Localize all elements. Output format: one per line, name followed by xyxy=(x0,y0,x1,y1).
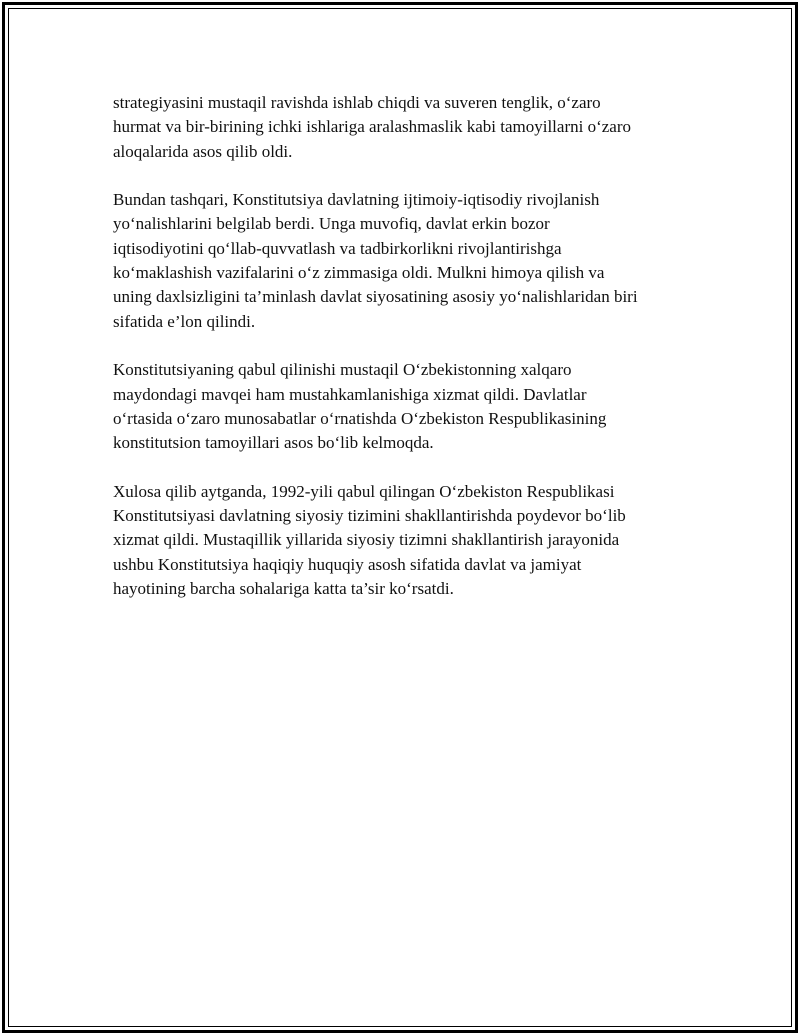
document-body xyxy=(113,91,713,626)
paragraph-economic-development: Bundan tashqari, Konstitutsiya davlatning ijtimoiy-iqtisodiy rivojlanish yo‘nalishlarini belgilab berdi. Unga muvofiq, davlat erkin bozor iqtisodiyotini qo‘llab-quvvatlash va tadbirkorlikni rivojlantirishga ko‘maklashish vazifalarini o‘z zimmasiga oldi. Mulkni himoya qilish va uning daxlsizligini ta’minlash davlat siyosatining asosiy yo‘nalishlaridan biri sifatida e’lon qilindi. xyxy=(113,190,638,331)
paragraph-international-standing: Konstitutsiyaning qabul qilinishi mustaqil O‘zbekistonning xalqaro maydondagi mavqei ham mustahkamlanishiga xizmat qildi. Davlatlar o‘rtasida o‘zaro munosabatlar o‘rnatishda O‘zbekiston Respublikasining konstitutsion tamoyillari asos bo‘lib kelmoqda. xyxy=(113,360,607,453)
paragraph-foreign-policy: strategiyasini mustaqil ravishda ishlab chiqdi va suveren tenglik, o‘zaro hurmat va bir-birining ichki ishlariga aralashmaslik kabi tamoyillarni o‘zaro aloqalarida asos qilib oldi. xyxy=(113,93,632,161)
paragraph-conclusion: Xulosa qilib aytganda, 1992-yili qabul qilingan O‘zbekiston Respublikasi Konstitutsiyasi davlatning siyosiy tizimini shakllantirishda poydevor bo‘lib xizmat qildi. Mustaqillik yillarida siyosiy tizimni shakllantirish jarayonida ushbu Konstitutsiya haqiqiy huquqiy asosh sifatida davlat va jamiyat hayotining barcha sohalariga katta ta’sir ko‘rsatdi. xyxy=(113,481,626,598)
